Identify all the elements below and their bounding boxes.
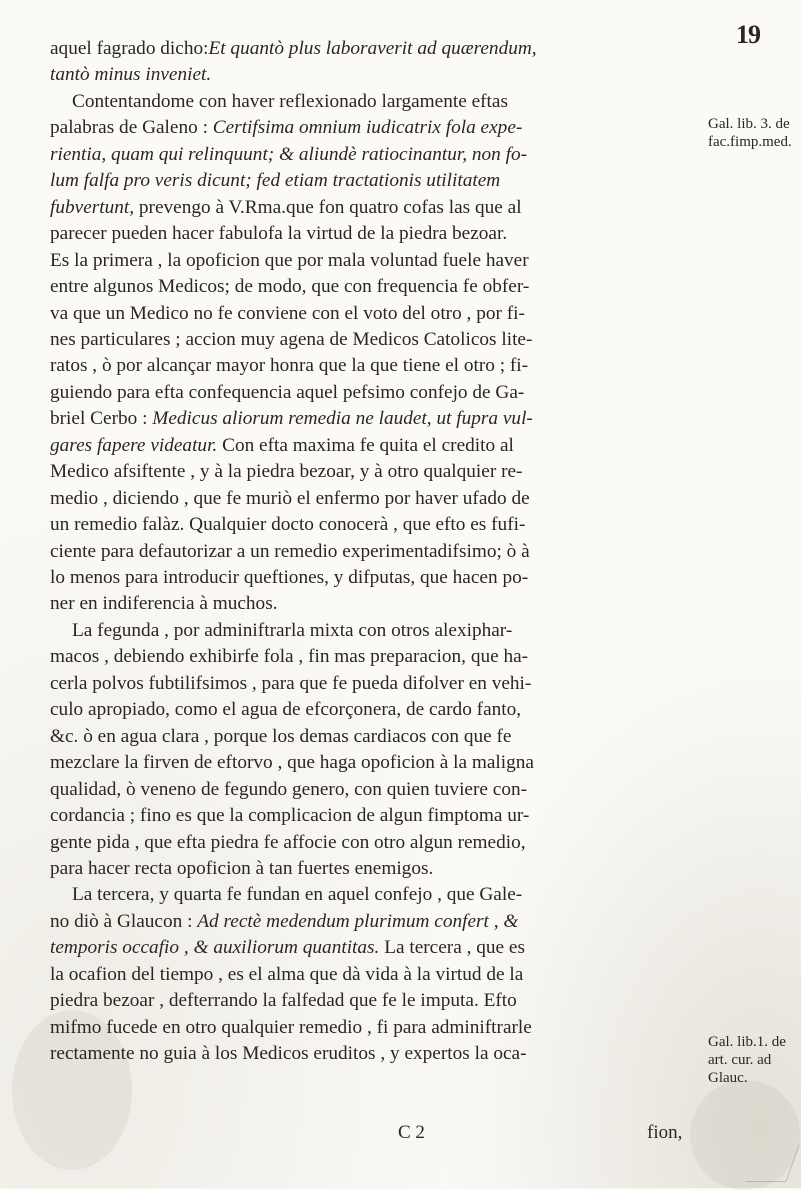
- italic-quote: fubvertunt,: [50, 196, 135, 218]
- text-run: palabras de Galeno :: [50, 117, 213, 139]
- text-run: nes particulares ; accion muy agena de Medicos Catolicos lite-: [50, 328, 533, 350]
- text-line: [50, 276, 529, 298]
- text-line: [50, 1043, 527, 1065]
- text-line: [50, 726, 511, 748]
- text-run: ciente para defautorizar a un remedio experimentadifsimo; ò à: [50, 540, 530, 562]
- text-run: parecer pueden hacer fabulofa la virtud de la piedra bezoar.: [50, 223, 508, 245]
- text-line: [50, 355, 528, 377]
- page-number: 19: [736, 20, 760, 49]
- text-run: ner en indiferencia à muchos.: [50, 593, 278, 615]
- text-line: [50, 197, 522, 219]
- text-run: La tercera, y quarta fe fundan en aquel confejo , que Gale-: [72, 884, 523, 906]
- text-line: [50, 117, 522, 139]
- text-run: mifmo fucede en otro qualquier remedio , fi para adminiftrarle: [50, 1016, 532, 1038]
- signature-mark: C 2: [398, 1122, 425, 1143]
- text-line: [50, 752, 534, 774]
- text-run: macos , debiendo exhibirfe fola , fin mas preparacion, que ha-: [50, 646, 529, 668]
- italic-quote: rientia, quam qui relinquunt; & aliundè ratiocinantur, non fo-: [50, 143, 528, 165]
- italic-quote: Certifsima omnium iudicatrix fola expe-: [212, 117, 523, 139]
- text-line: [50, 303, 525, 325]
- text-run: un remedio falàz. Qualquier docto conocerà , que efto es fufi-: [50, 514, 526, 536]
- text-run: Con efta maxima fe quita el credito al: [217, 434, 514, 456]
- text-run: entre algunos Medicos; de modo, que con frequencia fe obfer-: [50, 276, 530, 298]
- text-run: aquel fagrado dicho:: [50, 38, 209, 59]
- text-run: rectamente no guia à los Medicos eruditos , y expertos la oca-: [50, 1043, 527, 1065]
- text-line: [50, 408, 533, 430]
- text-line: [50, 329, 532, 351]
- text-run: Es la primera , la opoficion que por mala voluntad fuele haver: [50, 249, 529, 271]
- text-run: qualidad, ò veneno de fegundo genero, con quien tuviere con-: [50, 778, 528, 800]
- italic-quote: Et quantò plus laboraverit ad quærendum,: [208, 38, 537, 59]
- italic-quote: gares fapere videatur.: [50, 434, 218, 456]
- text-run: para hacer recta opoficion à tan fuertes enemigos.: [50, 857, 434, 879]
- text-line: [50, 1017, 532, 1039]
- text-line: [50, 223, 507, 245]
- text-line: [50, 488, 530, 510]
- catchword: fion,: [647, 1122, 683, 1143]
- text-line: [50, 541, 530, 563]
- text-line: [50, 250, 529, 272]
- text-line: [50, 832, 526, 854]
- italic-quote: tantò minus inveniet.: [50, 64, 212, 86]
- text-run: mezclare la firven de eftorvo , que haga opoficion à la maligna: [50, 752, 534, 774]
- text-line: [72, 884, 522, 906]
- text-line: [50, 673, 531, 695]
- text-line: [72, 620, 512, 642]
- text-line: [50, 170, 500, 192]
- text-line: [50, 144, 527, 166]
- text-line: [50, 858, 433, 880]
- italic-quote: Ad rectè medendum plurimum confert , &: [197, 910, 519, 932]
- text-line: [50, 382, 524, 404]
- margin-note-galen-simp: Gal. lib. 3. de fac.fimp.med.: [708, 116, 792, 150]
- text-line: [50, 646, 528, 668]
- italic-quote: Medicus aliorum remedia ne laudet, ut fupra vul-: [152, 408, 533, 430]
- text-run: cerla polvos fubtilifsimos , para que fe pueda difolver en vehi-: [50, 672, 532, 694]
- text-run: va que un Medico no fe conviene con el voto del otro , por fi-: [50, 302, 525, 324]
- text-run: briel Cerbo :: [50, 408, 153, 430]
- text-run: piedra bezoar , defterrando la falfedad que fe le imputa. Efto: [50, 990, 517, 1012]
- text-line: [50, 593, 278, 615]
- text-run: cordancia ; fino es que la complicacion de algun fimptoma ur-: [50, 805, 530, 827]
- text-run: no diò à Glaucon :: [50, 910, 198, 932]
- text-line: [50, 911, 518, 933]
- text-line: [50, 567, 528, 589]
- text-run: lo menos para introducir queftiones, y difputas, que hacen po-: [50, 567, 529, 588]
- italic-quote: temporis occafio , & auxiliorum quantitas.: [50, 937, 380, 959]
- text-run: La fegunda , por adminiftrarla mixta con otros alexiphar-: [72, 619, 513, 641]
- text-line: [50, 435, 514, 457]
- text-run: &c. ò en agua clara , porque los demas cardiacos con que fe: [50, 725, 512, 747]
- text-line: [50, 779, 527, 801]
- text-line: [50, 964, 523, 986]
- text-line: [72, 91, 508, 113]
- text-run: La tercera , que es: [379, 937, 525, 959]
- italic-quote: lum falfa pro veris dicunt; fed etiam tractationis utilitatem: [50, 170, 501, 192]
- text-line: [50, 699, 521, 721]
- text-run: culo apropiado, como el agua de efcorçonera, de cardo fanto,: [50, 699, 522, 721]
- text-run: la ocafion del tiempo , es el alma que dà vida à la virtud de la: [50, 963, 524, 985]
- text-run: guiendo para efta confequencia aquel pefsimo confejo de Ga-: [50, 381, 525, 403]
- text-line: [50, 461, 522, 483]
- text-run: gente pida , que efta piedra fe affocie con otro algun remedio,: [50, 831, 526, 853]
- text-line: [50, 64, 211, 86]
- text-run: medio , diciendo , que fe muriò el enfermo por haver ufado de: [50, 487, 530, 509]
- text-line: [50, 937, 525, 959]
- text-line: [50, 514, 525, 536]
- text-line: [50, 990, 517, 1012]
- margin-note-galen-glauc: Gal. lib.1. de art. cur. ad Glauc.: [708, 1034, 786, 1086]
- text-run: ratos , ò por alcançar mayor honra que la que tiene el otro ; fi-: [50, 355, 529, 377]
- text-run: prevengo à V.Rma.que fon quatro cofas las que al: [134, 196, 522, 218]
- text-run: Contentandome con haver reflexionado largamente eftas: [72, 90, 508, 112]
- text-run: Medico afsiftente , y à la piedra bezoar, y à otro qualquier re-: [50, 461, 523, 483]
- text-line: [50, 38, 537, 60]
- text-line: [50, 805, 529, 827]
